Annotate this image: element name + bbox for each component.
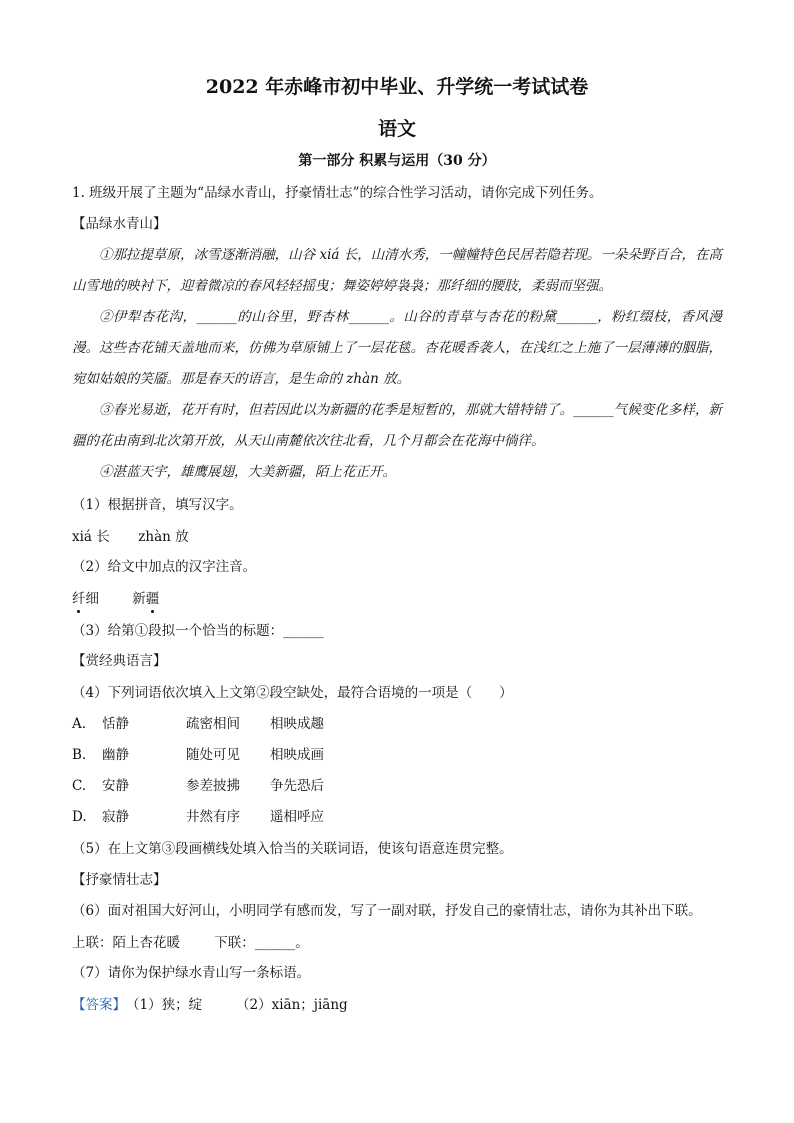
option-word-2: 随处可见: [186, 747, 240, 763]
option-key: D.: [72, 809, 87, 825]
option-word-1: 安静: [102, 778, 129, 794]
char-xi: 细: [85, 591, 99, 607]
pinyin-zhan: zhàn 放: [138, 529, 189, 545]
exam-title: 2022 年赤峰市初中毕业、升学统一考试试卷: [205, 76, 589, 98]
couplet-row: [72, 934, 309, 952]
section-heading-2: 【赏经典语言】: [72, 653, 167, 669]
paragraph-2: ②伊犁杏花沟，______的山谷里，野杏林______。山谷的青草与杏花的粉黛______，粉红缀枝，香风漫漫。这些杏花铺天盖地而来，仿佛为草原铺上了一层花毯。杏花暖香袭人，在浅红之上施了一层薄薄的胭脂，宛如姑娘的笑靥。那是春天的语言，是生命的 zhàn 放。: [72, 309, 722, 387]
question-1-1: （1）根据拼音，填写汉字。: [72, 497, 243, 513]
pinyin-row: [72, 528, 189, 546]
question-1-4: （4）下列词语依次填入上文第②段空缺处，最符合语境的一项是（ ）: [72, 685, 513, 701]
option-word-3: 争先恐后: [270, 778, 324, 794]
dotted-char-xian: 纤: [72, 591, 86, 607]
dotted-words-row: [72, 590, 159, 608]
option-word-3: 相映成画: [270, 747, 324, 763]
question-1-6: （6）面对祖国大好河山，小明同学有感而发，写了一副对联，抒发自己的豪情壮志，请你为其补出下联。: [72, 903, 702, 919]
question-1-intro: 1. 班级开展了主题为“品绿水青山，抒豪情壮志”的综合性学习活动，请你完成下列任务。: [72, 185, 603, 201]
section-heading-1: 【品绿水青山】: [72, 216, 167, 232]
answer-row: [72, 996, 348, 1014]
word-xianxi: [72, 590, 128, 608]
question-1-3: （3）给第①段拟一个恰当的标题：______: [72, 623, 324, 639]
dotted-char-jiang: 疆: [145, 591, 160, 607]
answer-2: （2）xiān；jiāng: [236, 997, 348, 1013]
option-b: [72, 746, 324, 764]
question-1-7: （7）请你为保护绿水青山写一条标语。: [72, 965, 311, 981]
option-key: A.: [72, 716, 87, 732]
subject-title: 语文: [377, 118, 416, 140]
option-key: C.: [72, 778, 87, 794]
option-word-1: 恬静: [102, 716, 129, 732]
option-c: [72, 777, 324, 795]
section-heading-3: 【抒豪情壮志】: [72, 872, 167, 888]
option-a: [72, 715, 324, 733]
char-xin: 新: [132, 591, 146, 607]
question-1-2: （2）给文中加点的汉字注音。: [72, 559, 257, 575]
option-word-3: 相映成趣: [270, 716, 324, 732]
paragraph-1: ①那拉提草原，冰雪逐渐消融，山谷 xiá 长，山清水秀，一幢幢特色民居若隐若现。一朵朵野百合，在高山雪地的映衬下，迎着微凉的春风轻轻摇曳；舞姿婷婷袅袅；那纤细的腰肢，柔弱而坚强。: [72, 247, 722, 294]
pinyin-xia: xiá 长: [72, 529, 110, 545]
answer-tag: 【答案】: [72, 997, 126, 1013]
option-word-1: 幽静: [102, 747, 129, 763]
option-word-2: 疏密相间: [186, 716, 240, 732]
answer-1: （1）狭；绽: [126, 997, 203, 1013]
word-xinjiang: [132, 590, 159, 608]
option-word-2: 参差披拂: [186, 778, 240, 794]
part-heading: 第一部分 积累与运用（30 分）: [298, 153, 496, 169]
option-word-3: 遥相呼应: [270, 809, 324, 825]
paragraph-3: ③春光易逝，花开有时，但若因此以为新疆的花季是短暂的，那就大错特错了。______气候变化多样，新疆的花由南到北次第开放，从天山南麓依次往北看，几个月都会在花海中徜徉。: [72, 402, 722, 449]
option-key: B.: [72, 747, 87, 763]
couplet-lower: 下联：______。: [214, 935, 309, 951]
paragraph-4: ④湛蓝天宇，雄鹰展翅，大美新疆，陌上花正开。: [99, 464, 396, 480]
option-word-2: 井然有序: [186, 809, 240, 825]
option-word-1: 寂静: [102, 809, 129, 825]
question-1-5: （5）在上文第③段画横线处填入恰当的关联词语，使该句语意连贯完整。: [72, 841, 513, 857]
option-d: [72, 808, 324, 826]
couplet-upper: 上联：陌上杏花暖: [72, 935, 180, 951]
